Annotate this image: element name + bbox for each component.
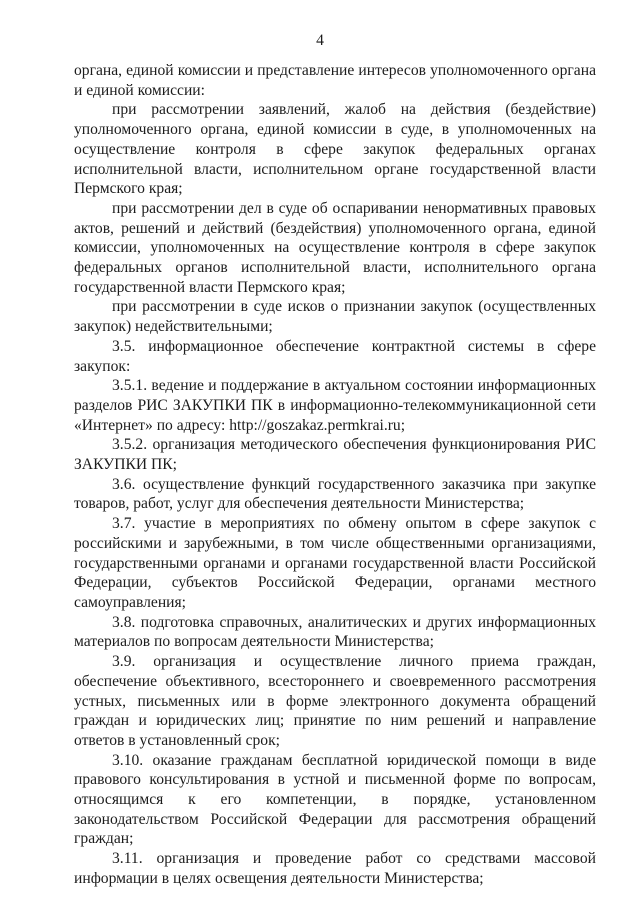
paragraph: при рассмотрении заявлений, жалоб на действия (бездействие) уполномоченного органа, единой комиссии в суде, в уполномоченных на осуществление контроля в сфере закупок федеральных органах исполнительной власти, исполнительном органе государственной власти Пермского края; (74, 101, 596, 198)
paragraph: 3.5.2. организация методического обеспечения функционирования РИС ЗАКУПКИ ПК; (74, 436, 596, 474)
paragraph: 3.5. информационное обеспечение контрактной системы в сфере закупок: (74, 337, 596, 375)
page-number: 4 (316, 32, 324, 49)
paragraph: при рассмотрении дел в суде об оспаривании ненормативных правовых актов, решений и действий (бездействия) уполномоченного органа, единой комиссии, уполномоченных на осуществление контроля в сфере закупок федеральных органов исполнительной власти, исполнительного органа государственной власти Пермского края; (74, 199, 596, 296)
paragraph: 3.6. осуществление функций государственного заказчика при закупке товаров, работ, услуг для обеспечения деятельности Министерства; (74, 475, 596, 513)
document-body (74, 61, 596, 889)
paragraph: 3.5.1. ведение и поддержание в актуальном состоянии информационных разделов РИС ЗАКУПКИ ПК в информационно-телекоммуникационной сети «Интернет» по адресу: http://goszakaz.permkrai.ru; (74, 377, 596, 434)
paragraph: 3.8. подготовка справочных, аналитических и других информационных материалов по вопросам деятельности Министерства; (74, 613, 596, 651)
paragraph: 3.7. участие в мероприятиях по обмену опытом в сфере закупок с российскими и зарубежными, в том числе общественными организациями, государственными органами и органами государственной власти Российской Федерации, субъектов Российской Федерации, органами местного самоуправления; (74, 515, 596, 611)
paragraph: 3.11. организация и проведение работ со средствами массовой информации в целях освещения деятельности Министерства; (74, 850, 596, 887)
paragraph: при рассмотрении в суде исков о признании закупок (осуществленных закупок) недействительными; (74, 298, 596, 336)
paragraph: 3.10. оказание гражданам бесплатной юридической помощи в виде правового консультирования в устной и письменной форме по вопросам, относящимся к его компетенции, в порядке, установленном законодательством Российской Федерации для рассмотрения обращений граждан; (74, 751, 596, 848)
paragraph: органа, единой комиссии и представление интересов уполномоченного органа и единой комиссии: (74, 62, 596, 99)
paragraph: 3.9. организация и осуществление личного приема граждан, обеспечение объективного, всестороннего и своевременного рассмотрения устных, письменных или в форме электронного документа обращений граждан и юридических лиц; принятие по ним решений и направление ответов в установленный срок; (74, 653, 596, 749)
